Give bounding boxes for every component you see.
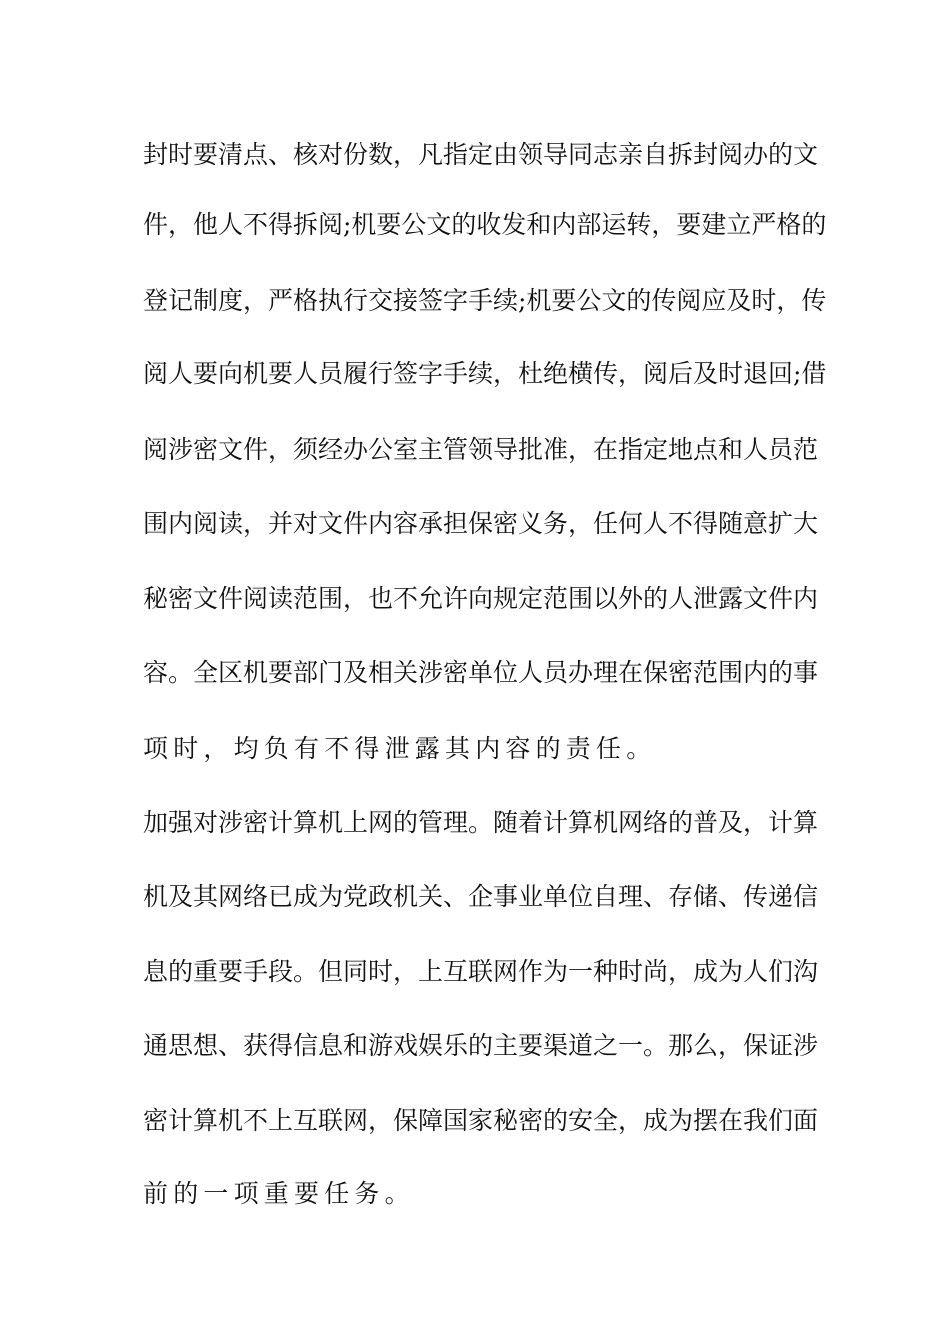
- paragraph-1-line-8: 容。全区机要部门及相关涉密单位人员办理在保密范围内的事: [143, 658, 819, 687]
- paragraph-2-line-3: 息的重要手段。但同时，上互联网作为一种时尚，成为人们沟: [143, 957, 819, 986]
- paragraph-1-line-9: 项时，均负有不得泄露其内容的责任。: [143, 734, 657, 763]
- paragraph-2-line-1: 加强对涉密计算机上网的管理。随着计算机网络的普及，计算: [143, 808, 819, 837]
- paragraph-2-line-4: 通思想、获得信息和游戏娱乐的主要渠道之一。那么，保证涉: [143, 1031, 819, 1060]
- paragraph-1-line-4: 阅人要向机要人员履行签字手续，杜绝横传，阅后及时退回;借: [143, 359, 827, 388]
- paragraph-1-line-3: 登记制度，严格执行交接签字手续;机要公文的传阅应及时，传: [143, 286, 827, 315]
- paragraph-2-line-5: 密计算机不上互联网，保障国家秘密的安全，成为摆在我们面: [143, 1106, 819, 1135]
- paragraph-1-line-2: 件，他人不得拆阅;机要公文的收发和内部运转，要建立严格的: [143, 210, 827, 239]
- paragraph-1-line-1: 封时要清点、核对份数，凡指定由领导同志亲自拆封阅办的文: [143, 140, 819, 169]
- paragraph-2-line-2: 机及其网络已成为党政机关、企事业单位自理、存储、传递信: [143, 882, 819, 911]
- paragraph-1-line-5: 阅涉密文件，须经办公室主管领导批准，在指定地点和人员范: [143, 435, 819, 464]
- paragraph-1-line-6: 围内阅读，并对文件内容承担保密义务，任何人不得随意扩大: [143, 509, 819, 538]
- paragraph-1-line-7: 秘密文件阅读范围，也不允许向规定范围以外的人泄露文件内: [143, 584, 819, 613]
- paragraph-2-line-6: 前的一项重要任务。: [143, 1179, 415, 1208]
